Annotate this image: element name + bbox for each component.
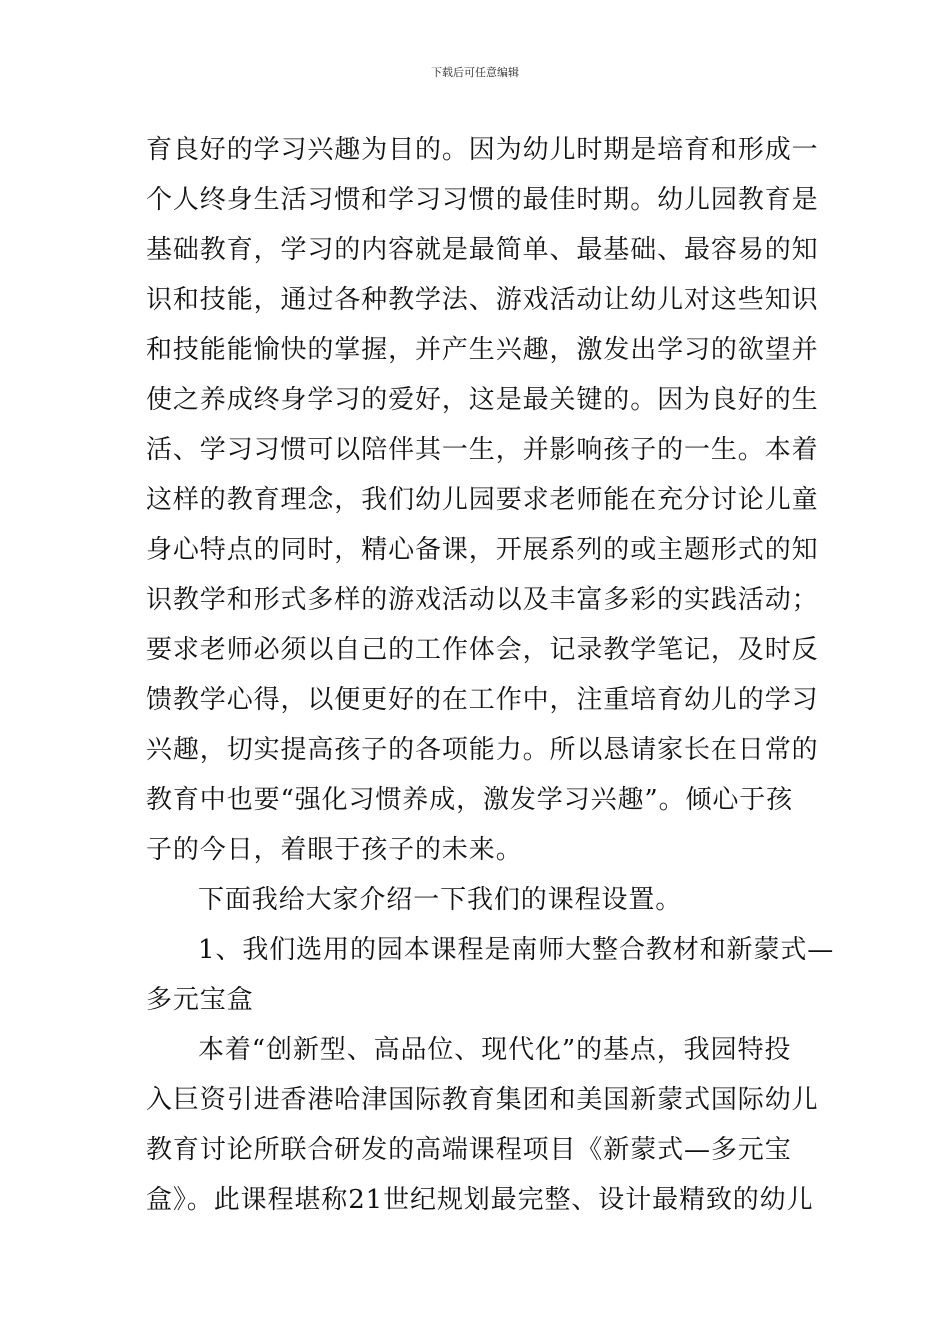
text-line: 入巨资引进香港哈津国际教育集团和美国新蒙式国际幼儿 [146, 1085, 819, 1115]
text-line: 身心特点的同时，精心备课，开展系列的或主题形式的知 [146, 535, 819, 565]
text-line: 子的今日，着眼于孩子的未来。 [146, 835, 523, 865]
text-line: 盒》。此课程堪称21世纪规划最完整、设计最精致的幼儿 [146, 1185, 814, 1215]
text-line: 育良好的学习兴趣为目的。因为幼儿时期是培育和形成一 [146, 135, 819, 165]
text-line: 多元宝盒 [146, 985, 254, 1015]
document-body [146, 125, 835, 1225]
text-line: 基础教育，学习的内容就是最简单、最基础、最容易的知 [146, 235, 819, 265]
text-line-indented: 1、我们选用的园本课程是南师大整合教材和新蒙式— [198, 935, 835, 965]
text-line: 和技能能愉快的掌握，并产生兴趣，激发出学习的欲望并 [146, 335, 819, 365]
text-line: 识和技能，通过各种教学法、游戏活动让幼儿对这些知识 [146, 285, 819, 315]
text-line: 识教学和形式多样的游戏活动以及丰富多彩的实践活动； [146, 585, 819, 615]
text-line: 教育讨论所联合研发的高端课程项目《新蒙式—多元宝 [146, 1135, 792, 1165]
text-line-indented: 下面我给大家介绍一下我们的课程设置。 [198, 885, 683, 915]
text-line: 活、学习习惯可以陪伴其一生，并影响孩子的一生。本着 [146, 435, 819, 465]
text-line: 馈教学心得，以便更好的在工作中，注重培育幼儿的学习 [146, 685, 819, 715]
text-line: 这样的教育理念，我们幼儿园要求老师能在充分讨论儿童 [146, 485, 819, 515]
text-line: 兴趣，切实提高孩子的各项能力。所以恳请家长在日常的 [146, 735, 819, 765]
text-line: 要求老师必须以自己的工作体会，记录教学笔记，及时反 [146, 635, 819, 665]
text-line: 使之养成终身学习的爱好，这是最关键的。因为良好的生 [146, 385, 819, 415]
text-line: 个人终身生活习惯和学习习惯的最佳时期。幼儿园教育是 [146, 185, 819, 215]
page-header-note: 下载后可任意编辑 [431, 66, 519, 79]
text-line: 教育中也要“强化习惯养成，激发学习兴趣”。倾心于孩 [146, 785, 794, 815]
text-line-indented: 本着“创新型、高品位、现代化”的基点，我园特投 [198, 1035, 792, 1065]
